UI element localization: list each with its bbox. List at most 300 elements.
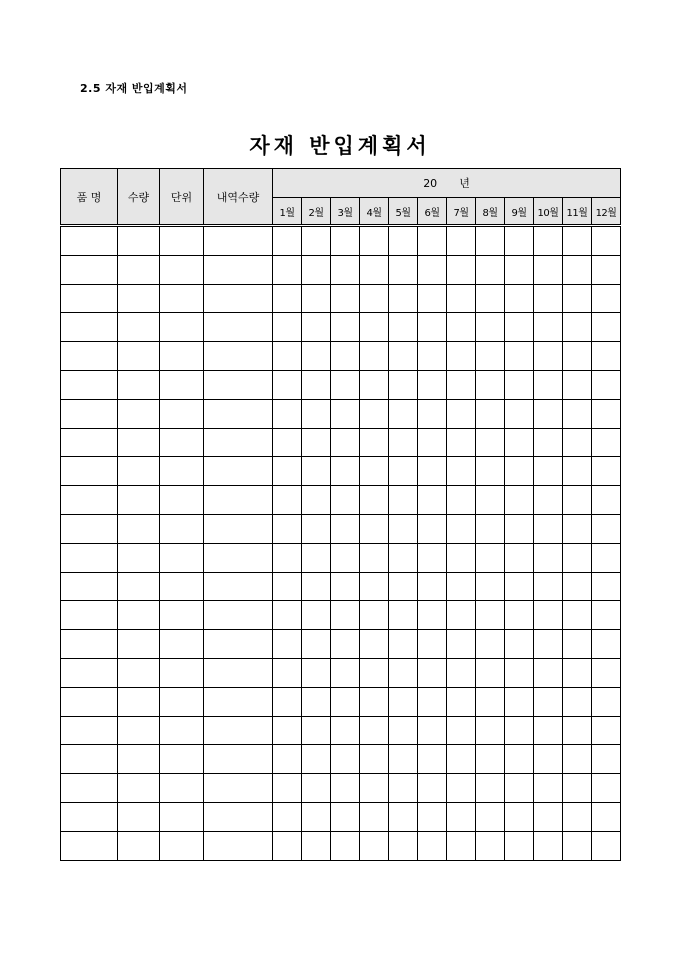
table-cell[interactable] [302, 284, 331, 313]
table-cell[interactable] [273, 457, 302, 486]
table-cell[interactable] [118, 342, 160, 371]
table-cell[interactable] [447, 255, 476, 284]
table-cell[interactable] [331, 486, 360, 515]
table-cell[interactable] [118, 658, 160, 687]
table-cell[interactable] [204, 313, 273, 342]
table-cell[interactable] [592, 716, 621, 745]
table-cell[interactable] [476, 774, 505, 803]
table-cell[interactable] [360, 399, 389, 428]
table-cell[interactable] [273, 370, 302, 399]
table-cell[interactable] [302, 658, 331, 687]
table-cell[interactable] [534, 342, 563, 371]
table-cell[interactable] [360, 745, 389, 774]
table-cell[interactable] [273, 342, 302, 371]
table-cell[interactable] [273, 486, 302, 515]
table-cell[interactable] [476, 630, 505, 659]
table-cell[interactable] [563, 226, 592, 256]
table-cell[interactable] [160, 687, 204, 716]
table-cell[interactable] [563, 514, 592, 543]
table-cell[interactable] [505, 630, 534, 659]
table-cell[interactable] [476, 370, 505, 399]
table-cell[interactable] [273, 514, 302, 543]
table-cell[interactable] [447, 687, 476, 716]
table-cell[interactable] [204, 255, 273, 284]
table-cell[interactable] [534, 745, 563, 774]
table-cell[interactable] [118, 716, 160, 745]
table-cell[interactable] [61, 457, 118, 486]
table-cell[interactable] [61, 658, 118, 687]
table-cell[interactable] [389, 457, 418, 486]
table-cell[interactable] [534, 313, 563, 342]
table-cell[interactable] [61, 486, 118, 515]
table-cell[interactable] [331, 226, 360, 256]
table-cell[interactable] [273, 399, 302, 428]
table-cell[interactable] [592, 514, 621, 543]
table-cell[interactable] [118, 428, 160, 457]
table-cell[interactable] [534, 370, 563, 399]
table-cell[interactable] [534, 658, 563, 687]
table-cell[interactable] [476, 716, 505, 745]
table-cell[interactable] [302, 802, 331, 831]
table-cell[interactable] [447, 572, 476, 601]
table-cell[interactable] [331, 255, 360, 284]
table-cell[interactable] [360, 543, 389, 572]
table-cell[interactable] [160, 428, 204, 457]
table-cell[interactable] [118, 572, 160, 601]
table-cell[interactable] [563, 601, 592, 630]
table-cell[interactable] [302, 486, 331, 515]
table-cell[interactable] [505, 514, 534, 543]
table-cell[interactable] [389, 745, 418, 774]
table-cell[interactable] [505, 658, 534, 687]
table-cell[interactable] [534, 399, 563, 428]
table-cell[interactable] [505, 687, 534, 716]
table-cell[interactable] [505, 342, 534, 371]
table-cell[interactable] [505, 255, 534, 284]
table-cell[interactable] [302, 601, 331, 630]
table-cell[interactable] [160, 457, 204, 486]
table-cell[interactable] [389, 313, 418, 342]
table-cell[interactable] [204, 572, 273, 601]
table-cell[interactable] [389, 342, 418, 371]
table-cell[interactable] [273, 226, 302, 256]
table-cell[interactable] [505, 399, 534, 428]
table-cell[interactable] [118, 601, 160, 630]
table-cell[interactable] [160, 342, 204, 371]
table-cell[interactable] [563, 370, 592, 399]
table-cell[interactable] [447, 745, 476, 774]
table-cell[interactable] [302, 572, 331, 601]
table-cell[interactable] [389, 255, 418, 284]
table-cell[interactable] [418, 370, 447, 399]
table-cell[interactable] [160, 630, 204, 659]
table-cell[interactable] [592, 831, 621, 860]
table-cell[interactable] [160, 572, 204, 601]
table-cell[interactable] [563, 572, 592, 601]
table-cell[interactable] [534, 687, 563, 716]
table-cell[interactable] [160, 399, 204, 428]
table-cell[interactable] [273, 745, 302, 774]
table-cell[interactable] [302, 370, 331, 399]
table-cell[interactable] [331, 457, 360, 486]
table-cell[interactable] [447, 630, 476, 659]
table-cell[interactable] [331, 514, 360, 543]
table-cell[interactable] [160, 658, 204, 687]
table-cell[interactable] [592, 226, 621, 256]
table-cell[interactable] [563, 428, 592, 457]
table-cell[interactable] [331, 745, 360, 774]
table-cell[interactable] [563, 716, 592, 745]
table-cell[interactable] [204, 601, 273, 630]
table-cell[interactable] [476, 687, 505, 716]
table-cell[interactable] [360, 226, 389, 256]
table-cell[interactable] [204, 428, 273, 457]
table-cell[interactable] [331, 774, 360, 803]
table-cell[interactable] [447, 370, 476, 399]
table-cell[interactable] [505, 370, 534, 399]
table-cell[interactable] [389, 486, 418, 515]
table-cell[interactable] [534, 601, 563, 630]
table-cell[interactable] [505, 226, 534, 256]
table-cell[interactable] [592, 543, 621, 572]
table-cell[interactable] [204, 802, 273, 831]
table-cell[interactable] [204, 399, 273, 428]
table-cell[interactable] [160, 716, 204, 745]
table-cell[interactable] [160, 831, 204, 860]
table-cell[interactable] [302, 687, 331, 716]
table-cell[interactable] [160, 370, 204, 399]
table-cell[interactable] [563, 486, 592, 515]
table-cell[interactable] [592, 687, 621, 716]
table-cell[interactable] [418, 342, 447, 371]
table-cell[interactable] [389, 716, 418, 745]
table-cell[interactable] [360, 284, 389, 313]
table-cell[interactable] [418, 514, 447, 543]
table-cell[interactable] [592, 745, 621, 774]
table-cell[interactable] [331, 313, 360, 342]
table-cell[interactable] [360, 428, 389, 457]
table-cell[interactable] [204, 370, 273, 399]
table-cell[interactable] [476, 745, 505, 774]
table-cell[interactable] [331, 543, 360, 572]
table-cell[interactable] [204, 543, 273, 572]
table-cell[interactable] [534, 802, 563, 831]
table-cell[interactable] [389, 802, 418, 831]
table-cell[interactable] [273, 630, 302, 659]
table-cell[interactable] [389, 370, 418, 399]
table-cell[interactable] [505, 313, 534, 342]
table-cell[interactable] [476, 255, 505, 284]
table-cell[interactable] [360, 630, 389, 659]
table-cell[interactable] [204, 514, 273, 543]
table-cell[interactable] [302, 774, 331, 803]
table-cell[interactable] [61, 630, 118, 659]
table-cell[interactable] [447, 284, 476, 313]
table-cell[interactable] [302, 716, 331, 745]
table-cell[interactable] [505, 486, 534, 515]
table-cell[interactable] [563, 687, 592, 716]
table-cell[interactable] [563, 630, 592, 659]
table-cell[interactable] [563, 342, 592, 371]
table-cell[interactable] [302, 226, 331, 256]
table-cell[interactable] [476, 658, 505, 687]
table-cell[interactable] [447, 716, 476, 745]
table-cell[interactable] [302, 630, 331, 659]
table-cell[interactable] [534, 255, 563, 284]
table-cell[interactable] [389, 831, 418, 860]
table-cell[interactable] [505, 543, 534, 572]
table-cell[interactable] [563, 802, 592, 831]
table-cell[interactable] [447, 226, 476, 256]
table-cell[interactable] [447, 514, 476, 543]
table-cell[interactable] [273, 716, 302, 745]
table-cell[interactable] [273, 831, 302, 860]
table-cell[interactable] [160, 226, 204, 256]
table-cell[interactable] [360, 687, 389, 716]
table-cell[interactable] [360, 774, 389, 803]
table-cell[interactable] [204, 457, 273, 486]
table-cell[interactable] [118, 802, 160, 831]
table-cell[interactable] [61, 716, 118, 745]
table-cell[interactable] [118, 687, 160, 716]
table-cell[interactable] [563, 831, 592, 860]
table-cell[interactable] [118, 457, 160, 486]
table-cell[interactable] [418, 226, 447, 256]
table-cell[interactable] [331, 572, 360, 601]
table-cell[interactable] [160, 601, 204, 630]
table-cell[interactable] [331, 802, 360, 831]
table-cell[interactable] [476, 428, 505, 457]
table-cell[interactable] [302, 745, 331, 774]
table-cell[interactable] [505, 457, 534, 486]
table-cell[interactable] [61, 601, 118, 630]
table-cell[interactable] [204, 226, 273, 256]
table-cell[interactable] [592, 601, 621, 630]
table-cell[interactable] [534, 457, 563, 486]
table-cell[interactable] [331, 831, 360, 860]
table-cell[interactable] [563, 774, 592, 803]
table-cell[interactable] [592, 457, 621, 486]
table-cell[interactable] [273, 658, 302, 687]
table-cell[interactable] [360, 802, 389, 831]
table-cell[interactable] [505, 745, 534, 774]
table-cell[interactable] [592, 370, 621, 399]
table-cell[interactable] [273, 543, 302, 572]
table-cell[interactable] [273, 774, 302, 803]
table-cell[interactable] [505, 428, 534, 457]
table-cell[interactable] [418, 543, 447, 572]
table-cell[interactable] [118, 543, 160, 572]
table-cell[interactable] [592, 486, 621, 515]
table-cell[interactable] [534, 572, 563, 601]
table-cell[interactable] [447, 342, 476, 371]
table-cell[interactable] [534, 831, 563, 860]
table-cell[interactable] [418, 745, 447, 774]
table-cell[interactable] [204, 745, 273, 774]
table-cell[interactable] [418, 687, 447, 716]
table-cell[interactable] [389, 226, 418, 256]
table-cell[interactable] [418, 630, 447, 659]
table-cell[interactable] [61, 514, 118, 543]
table-cell[interactable] [418, 486, 447, 515]
table-cell[interactable] [418, 658, 447, 687]
table-cell[interactable] [447, 543, 476, 572]
table-cell[interactable] [592, 399, 621, 428]
table-cell[interactable] [418, 831, 447, 860]
table-cell[interactable] [273, 687, 302, 716]
table-cell[interactable] [302, 399, 331, 428]
table-cell[interactable] [302, 457, 331, 486]
table-cell[interactable] [476, 226, 505, 256]
table-cell[interactable] [592, 313, 621, 342]
table-cell[interactable] [118, 399, 160, 428]
table-cell[interactable] [389, 658, 418, 687]
table-cell[interactable] [302, 831, 331, 860]
table-cell[interactable] [476, 572, 505, 601]
table-cell[interactable] [360, 514, 389, 543]
table-cell[interactable] [302, 543, 331, 572]
table-cell[interactable] [418, 428, 447, 457]
table-cell[interactable] [61, 226, 118, 256]
table-cell[interactable] [160, 745, 204, 774]
table-cell[interactable] [273, 572, 302, 601]
table-cell[interactable] [389, 514, 418, 543]
table-cell[interactable] [204, 716, 273, 745]
table-cell[interactable] [204, 630, 273, 659]
table-cell[interactable] [563, 313, 592, 342]
table-cell[interactable] [592, 802, 621, 831]
table-cell[interactable] [592, 255, 621, 284]
table-cell[interactable] [563, 543, 592, 572]
table-cell[interactable] [61, 774, 118, 803]
table-cell[interactable] [418, 802, 447, 831]
table-cell[interactable] [61, 342, 118, 371]
table-cell[interactable] [61, 399, 118, 428]
table-cell[interactable] [534, 543, 563, 572]
table-cell[interactable] [447, 802, 476, 831]
table-cell[interactable] [563, 658, 592, 687]
table-cell[interactable] [418, 601, 447, 630]
table-cell[interactable] [592, 342, 621, 371]
table-cell[interactable] [592, 428, 621, 457]
table-cell[interactable] [476, 284, 505, 313]
table-cell[interactable] [418, 716, 447, 745]
table-cell[interactable] [360, 601, 389, 630]
table-cell[interactable] [331, 342, 360, 371]
table-cell[interactable] [447, 428, 476, 457]
table-cell[interactable] [563, 255, 592, 284]
table-cell[interactable] [418, 457, 447, 486]
table-cell[interactable] [273, 284, 302, 313]
table-cell[interactable] [360, 658, 389, 687]
table-cell[interactable] [534, 486, 563, 515]
table-cell[interactable] [331, 399, 360, 428]
table-cell[interactable] [505, 601, 534, 630]
table-cell[interactable] [563, 457, 592, 486]
table-cell[interactable] [418, 572, 447, 601]
table-cell[interactable] [360, 342, 389, 371]
table-cell[interactable] [61, 543, 118, 572]
table-cell[interactable] [592, 774, 621, 803]
table-cell[interactable] [418, 774, 447, 803]
table-cell[interactable] [389, 428, 418, 457]
table-cell[interactable] [505, 572, 534, 601]
table-cell[interactable] [160, 802, 204, 831]
table-cell[interactable] [592, 658, 621, 687]
table-cell[interactable] [61, 313, 118, 342]
table-cell[interactable] [118, 313, 160, 342]
table-cell[interactable] [534, 284, 563, 313]
table-cell[interactable] [118, 226, 160, 256]
table-cell[interactable] [118, 630, 160, 659]
table-cell[interactable] [592, 284, 621, 313]
table-cell[interactable] [418, 255, 447, 284]
table-cell[interactable] [447, 601, 476, 630]
table-cell[interactable] [61, 284, 118, 313]
table-cell[interactable] [331, 716, 360, 745]
table-cell[interactable] [160, 284, 204, 313]
table-cell[interactable] [389, 572, 418, 601]
table-cell[interactable] [302, 255, 331, 284]
table-cell[interactable] [389, 601, 418, 630]
table-cell[interactable] [331, 658, 360, 687]
table-cell[interactable] [360, 572, 389, 601]
table-cell[interactable] [505, 802, 534, 831]
table-cell[interactable] [476, 601, 505, 630]
table-cell[interactable] [534, 226, 563, 256]
table-cell[interactable] [273, 428, 302, 457]
table-cell[interactable] [418, 284, 447, 313]
table-cell[interactable] [331, 370, 360, 399]
table-cell[interactable] [418, 313, 447, 342]
table-cell[interactable] [331, 601, 360, 630]
table-cell[interactable] [389, 774, 418, 803]
table-cell[interactable] [61, 428, 118, 457]
table-cell[interactable] [447, 658, 476, 687]
table-cell[interactable] [273, 601, 302, 630]
table-cell[interactable] [302, 342, 331, 371]
table-cell[interactable] [331, 687, 360, 716]
table-cell[interactable] [534, 428, 563, 457]
table-cell[interactable] [563, 745, 592, 774]
table-cell[interactable] [534, 716, 563, 745]
table-cell[interactable] [160, 543, 204, 572]
table-cell[interactable] [302, 428, 331, 457]
table-cell[interactable] [476, 543, 505, 572]
table-cell[interactable] [360, 716, 389, 745]
table-cell[interactable] [505, 284, 534, 313]
table-cell[interactable] [160, 486, 204, 515]
table-cell[interactable] [273, 255, 302, 284]
table-cell[interactable] [505, 716, 534, 745]
table-cell[interactable] [476, 342, 505, 371]
table-cell[interactable] [331, 428, 360, 457]
table-cell[interactable] [118, 774, 160, 803]
table-cell[interactable] [447, 313, 476, 342]
table-cell[interactable] [505, 774, 534, 803]
table-cell[interactable] [204, 486, 273, 515]
table-cell[interactable] [118, 255, 160, 284]
table-cell[interactable] [563, 399, 592, 428]
table-cell[interactable] [476, 313, 505, 342]
table-cell[interactable] [204, 687, 273, 716]
table-cell[interactable] [118, 514, 160, 543]
table-cell[interactable] [418, 399, 447, 428]
table-cell[interactable] [61, 802, 118, 831]
table-cell[interactable] [534, 630, 563, 659]
table-cell[interactable] [118, 831, 160, 860]
table-cell[interactable] [447, 457, 476, 486]
